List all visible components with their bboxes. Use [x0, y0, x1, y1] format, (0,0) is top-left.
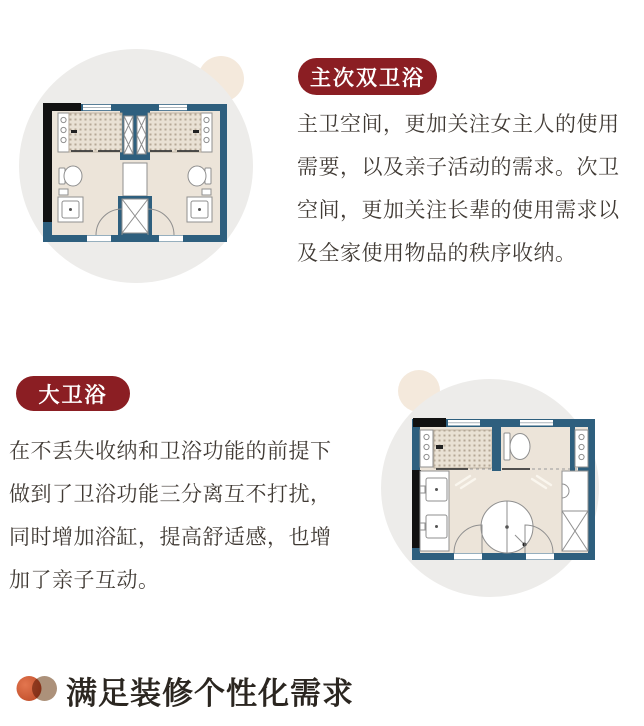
- paragraph-line: 空间，更加关注长辈的使用需求以: [297, 199, 620, 222]
- badge-label: 大卫浴: [38, 383, 108, 407]
- paragraph-dual-bathroom: [297, 103, 620, 275]
- overlapping-circles-icon: [16, 672, 60, 705]
- paragraph-line: 在不丢失收纳和卫浴功能的前提下: [9, 440, 332, 463]
- footer-heading-row: [0, 664, 644, 712]
- paragraph-line: 做到了卫浴功能三分离互不打扰，: [9, 483, 332, 506]
- paragraph-large-bathroom: [9, 430, 332, 602]
- paragraph-line: 加了亲子互动。: [9, 569, 160, 592]
- badge-label: 主次双卫浴: [310, 66, 425, 90]
- paragraph-line: 需要，以及亲子活动的需求。次卫: [297, 156, 620, 179]
- section-heading: 满足装修个性化需求: [66, 676, 354, 711]
- badge-large-bathroom: [16, 376, 130, 411]
- large-bathroom-floorplan: [412, 418, 595, 560]
- badge-dual-bathroom: [298, 58, 437, 95]
- paragraph-line: 及全家使用物品的秩序收纳。: [297, 242, 577, 265]
- paragraph-line: 主卫空间，更加关注女主人的使用: [297, 113, 620, 136]
- dual-bathroom-floorplan: [43, 102, 227, 242]
- paragraph-line: 同时增加浴缸，提高舒适感，也增: [9, 526, 332, 549]
